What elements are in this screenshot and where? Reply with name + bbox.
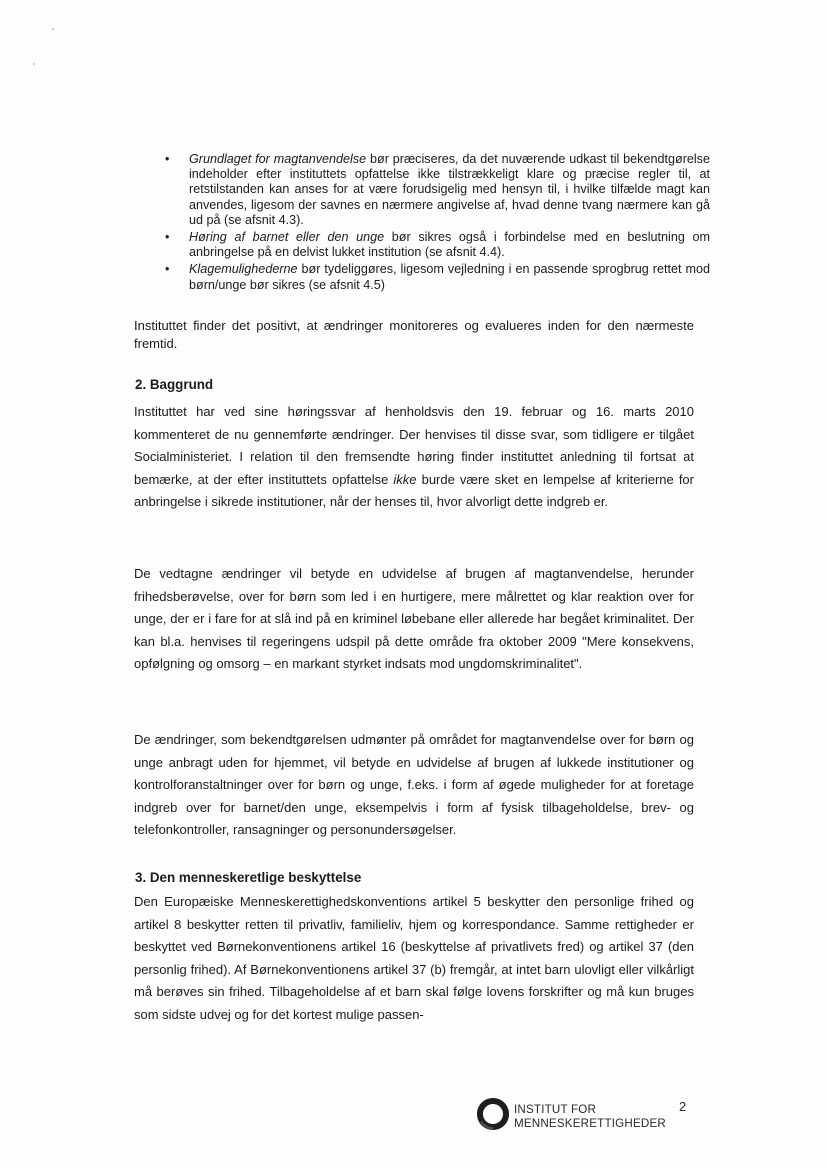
logo-line-2: MENNESKERETTIGHEDER: [514, 1116, 666, 1130]
institute-ring-icon: [475, 1096, 511, 1132]
paragraph-text: Instituttet har ved sine høringssvar af henholdsvis den 19. februar og 16. marts 2010 kommenteret de nu gennemførte ændringer. Der henvises til disse svar, som tidligere er tilgået Socialministeriet. I relation til den fremsendte høring finder instituttet anledning til fortsat at bemærke, at der efter instituttets opfattelse: [134, 404, 694, 487]
bullet-lead: Klagemulighederne: [189, 262, 298, 277]
scan-speck: [33, 63, 35, 65]
bullet-glyph: •: [165, 262, 170, 277]
paragraph-emphasis: ikke: [393, 471, 417, 487]
bullet-text: bør sikres også i forbindelse med en beslutning om anbringelse på en delvist lukket institution (se afsnit 4.4).: [189, 230, 710, 260]
bullet-glyph: •: [165, 152, 170, 166]
section-3-heading: 3. Den menneskeretlige beskyttelse: [135, 870, 362, 885]
bullet-lead: Høring af barnet eller den unge: [189, 230, 385, 245]
intro-paragraph: Instituttet finder det positivt, at ændringer monitoreres og evalueres inden for den nærmeste fremtid.: [134, 318, 694, 351]
bullet-lead: Grundlaget for magtanvendelse: [189, 152, 367, 166]
section-2-paragraph-3: De ændringer, som bekendtgørelsen udmønter på området for magtanvendelse over for børn og unge anbragt uden for hjemmet, vil betyde en udvidelse af brugen af lukkede institutioner og kontrolforanstaltninger over for børn og unge, f.eks. i form af øgede muligheder for at foretage indgreb over for barnet/den unge, eksempelvis i form af fysisk tilbageholdelse, brev- og telefonkontroller, ransagninger og personundersøgelser.: [134, 732, 694, 838]
bullet-text: bør præciseres, da det nuværende udkast til bekendtgørelse indeholder efter instituttets opfattelse ikke tilstrækkeligt klare og præcise regler til, at retstilstanden kan anses for at være forudsigelig med hensyn til, i hvilke tilfælde magt kan anvendes, ligesom der savnes en nærmere angivelse af, hvad denne tvang nærmere kan gå ud på (se afsnit 4.3).: [189, 152, 710, 227]
section-2-paragraph-2: De vedtagne ændringer vil betyde en udvidelse af brugen af magtanvendelse, herunder frihedsberøvelse, over for børn som led i en hurtigere, mere målrettet og klar reaktion over for unge, der er i fare for at slå ind på en kriminel løbebane eller allerede har begået kriminalitet. Der kan bl.a. henvises til regeringens udspil på dette område fra oktober 2009 "Mere konsekvens, opfølgning og omsorg – en markant styrket indsats mod ungdomskriminalitet".: [134, 566, 694, 672]
bullet-glyph: •: [165, 230, 170, 245]
scan-speck: [52, 28, 54, 30]
bullet-item-magtanvendelse: [150, 152, 710, 228]
bullet-text: bør tydeliggøres, ligesom vejledning i en passende sprogbrug rettet mod børn/unge bør sikres (se afsnit 4.5): [189, 262, 710, 292]
section-2-paragraph-1: [134, 401, 694, 514]
paragraph-text: burde være sket en lempelse af kriterierne for anbringelse i sikrede institutioner, når der henses til, hvor alvorligt dette indgreb er.: [134, 471, 694, 510]
logo-line-1: INSTITUT FOR: [514, 1103, 597, 1116]
section-3-paragraph-1: Den Europæiske Menneskerettighedskonventions artikel 5 beskytter den personlige frihed og artikel 8 beskytter retten til privatliv, familieliv, hjem og korrespondance. Samme rettigheder er beskyttet ved Børnekonventionens artikel 16 (beskyttelse af privatlivets fred) og artikel 37 (den personlig frihed). Af Børnekonventionens artikel 37 (b) fremgår, at intet barn ulovligt eller vilkårligt må berøves sin frihed. Tilbageholdelse af et barn skal følge lovens forskrifter og må kun bruges som sidste udvej og for det kortest mulige passen-: [134, 894, 694, 1022]
summary-bullet-list: [150, 152, 710, 295]
section-2-heading: 2. Baggrund: [135, 377, 214, 392]
page-number: 2: [679, 1099, 687, 1114]
bullet-item-hoering: [150, 230, 710, 260]
bullet-item-klagemuligheder: [150, 262, 710, 292]
logo-wordmark: [514, 1103, 666, 1130]
